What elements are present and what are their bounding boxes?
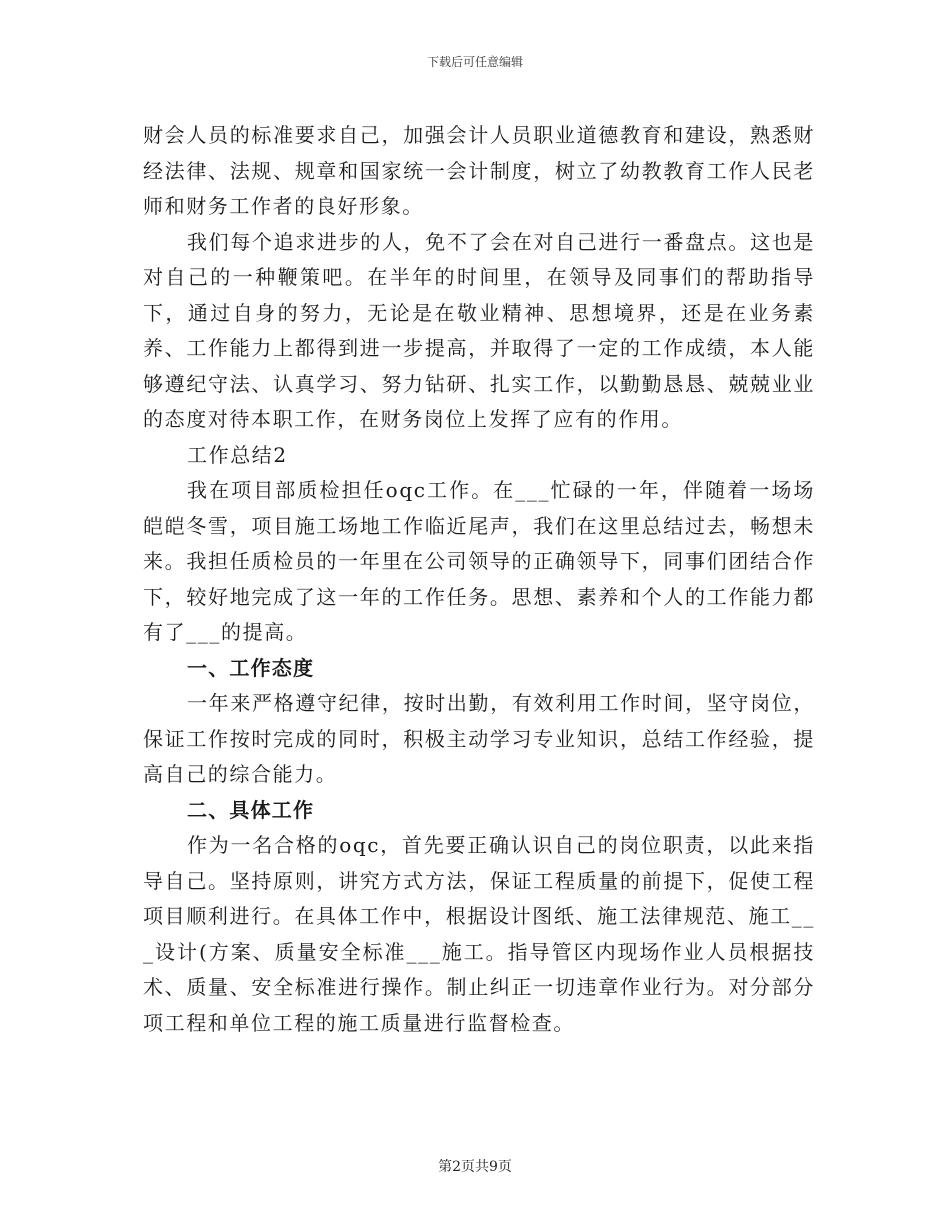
paragraph-work-attitude: 一年来严格遵守纪律，按时出勤，有效利用工作时间，坚守岗位，保证工作按时完成的同时，积极主动学习专业知识，总结工作经验，提高自己的综合能力。 <box>143 691 815 786</box>
paragraph-self-review: 我们每个追求进步的人，免不了会在对自己进行一番盘点。这也是对自己的一种鞭策吧。在半年的时间里，在领导及同事们的帮助指导下，通过自身的努力，无论是在敬业精神、思想境界，还是在业务素养、工作能力上都得到进一步提高，并取得了一定的工作成绩，本人能够遵纪守法、认真学习、努力钻研、扎实工作，以勤勤恳恳、兢兢业业的态度对待本职工作，在财务岗位上发挥了应有的作用。 <box>143 229 815 431</box>
document-body <box>143 118 815 1041</box>
page-number-footer: 第2页共9页 <box>438 1159 512 1175</box>
section-title-summary-2: 工作总结2 <box>187 442 288 467</box>
paragraph-accounting-image: 财会人员的标准要求自己，加强会计人员职业道德教育和建设，熟悉财经法律、法规、规章和国家统一会计制度，树立了幼教教育工作人民老师和财务工作者的良好形象。 <box>143 123 815 218</box>
paragraph-specific-work: 作为一名合格的oqc，首先要正确认识自己的岗位职责，以此来指导自己。坚持原则，讲究方式方法，保证工程质量的前提下，促使工程项目顺利进行。在具体工作中，根据设计图纸、施工法律规范、施工___设计(方案、质量安全标准___施工。指导管区内现场作业人员根据技术、质量、安全标准进行操作。制止纠正一切违章作业行为。对分部分项工程和单位工程的施工质量进行监督检查。 <box>143 833 815 1035</box>
heading-work-attitude: 一、工作态度 <box>187 655 315 680</box>
paragraph-oqc-intro: 我在项目部质检担任oqc工作。在___忙碌的一年，伴随着一场场皑皑冬雪，项目施工场地工作临近尾声，我们在这里总结过去，畅想未来。我担任质检员的一年里在公司领导的正确领导下，同事们团结合作下，较好地完成了这一年的工作任务。思想、素养和个人的工作能力都有了___的提高。 <box>143 478 815 644</box>
heading-specific-work: 二、具体工作 <box>187 797 315 822</box>
page-header: 下载后可任意编辑 <box>426 55 523 69</box>
